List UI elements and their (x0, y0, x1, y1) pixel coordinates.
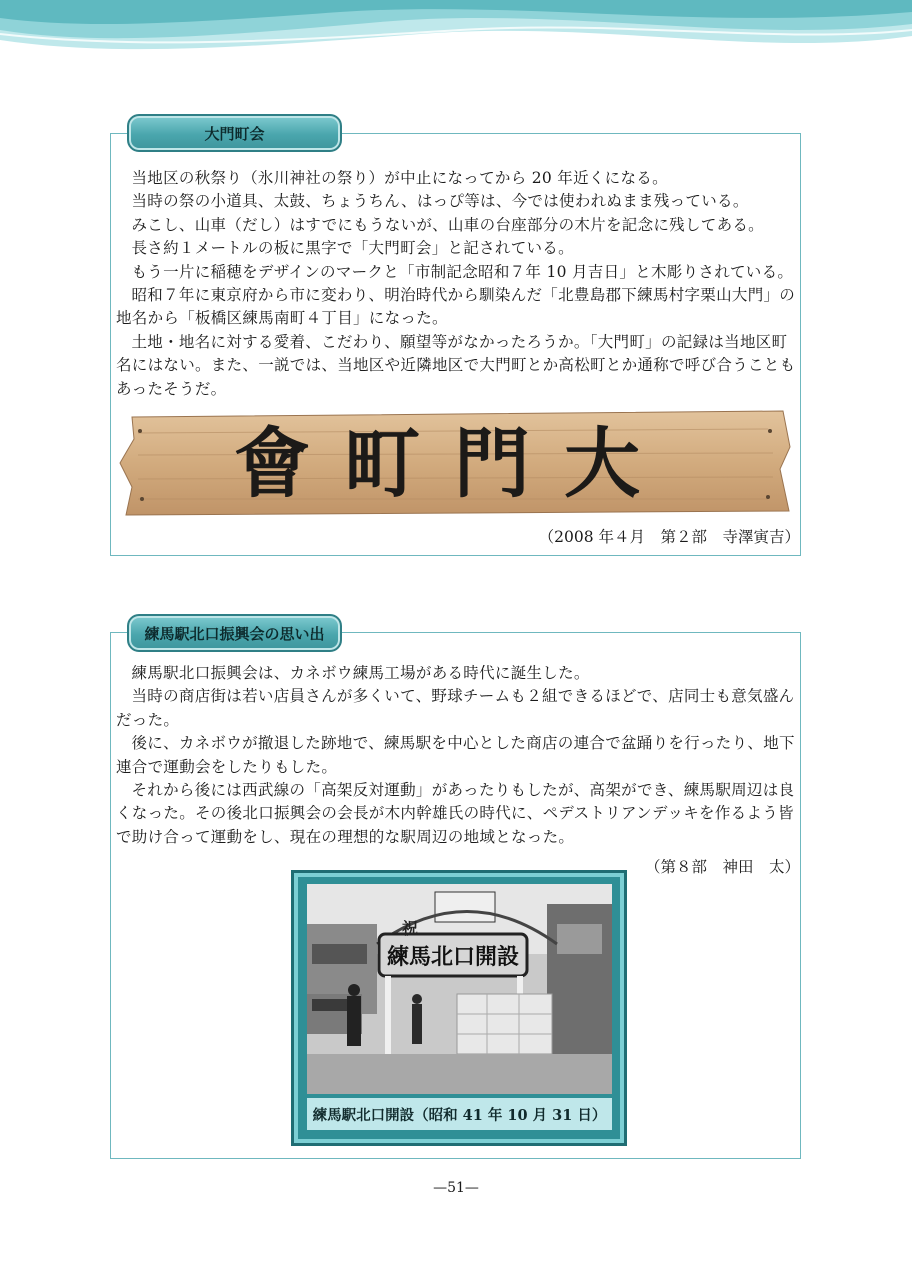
paragraph: 練馬駅北口振興会は、カネボウ練馬工場がある時代に誕生した。 (131, 664, 590, 682)
photo-caption: 練馬駅北口開設（昭和 41 年 10 月 31 日） (307, 1098, 612, 1130)
paragraph: 土地・地名に対する愛着、こだわり、願望等がなかったろうか。「大門町」の記録は当地区町名にはない。また、一説では、当地区や近隣地区で大門町とか高松町とか通称で呼び合うこともあったそうだ。 (116, 332, 796, 398)
wooden-board-photo (118, 407, 791, 518)
header-wave-decoration (0, 0, 912, 60)
paragraph: もう一片に稲穂をデザインのマークと「市制記念昭和７年 10 月吉日」と木彫りされている。 (131, 262, 794, 281)
paragraph: みこし、山車（だし）はすでにもうないが、山車の台座部分の木片を記念に残してある。 (131, 215, 764, 234)
paragraph: 長さ約１メートルの板に黒字で「大門町会」と記されている。 (131, 239, 574, 258)
photo-sign-top: 祝 (402, 919, 419, 938)
board-text: 會町門大 (234, 419, 674, 508)
station-opening-photo (307, 884, 612, 1094)
section-text-nerima (116, 662, 799, 849)
credit-daimon: （2008 年４月 第２部 寺澤寅吉） (538, 528, 800, 546)
credit-nerima: （第８部 神田 太） (644, 858, 800, 876)
paragraph: 昭和７年に東京府から市に変わり、明治時代から馴染んだ「北豊島郡下練馬村字栗山大門」の地名から「板橋区練馬南町４丁目」になった。 (116, 286, 796, 328)
paragraph: 当時の祭の小道具、太鼓、ちょうちん、はっぴ等は、今では使われぬまま残っている。 (131, 192, 749, 211)
page-number: —51— (433, 1180, 479, 1196)
paragraph: 当地区の秋祭り（氷川神社の祭り）が中止になってから 20 年近くになる。 (131, 169, 668, 187)
section-title-daimon: 大門町会 (127, 114, 342, 152)
paragraph: 後に、カネボウが撤退した跡地で、練馬駅を中心とした商店の連合で盆踊りを行ったり、地下連合で運動会をしたりもした。 (116, 734, 795, 776)
section-text-daimon (116, 167, 799, 401)
paragraph: それから後には西武線の「高架反対運動」があったりもしたが、高架ができ、練馬駅周辺は良くなった。その後北口振興会の会長が木内幹雄氏の時代に、ペデストリアンデッキを作るよう皆で助け合って運動をし、現在の理想的な駅周辺の地域となった。 (116, 781, 795, 846)
section-title-nerima: 練馬駅北口振興会の思い出 (127, 614, 342, 652)
paragraph: 当時の商店街は若い店員さんが多くいて、野球チームも２組できるほどで、店同士も意気盛んだった。 (116, 687, 795, 729)
photo-sign-text: 練馬北口開設 (386, 944, 520, 970)
